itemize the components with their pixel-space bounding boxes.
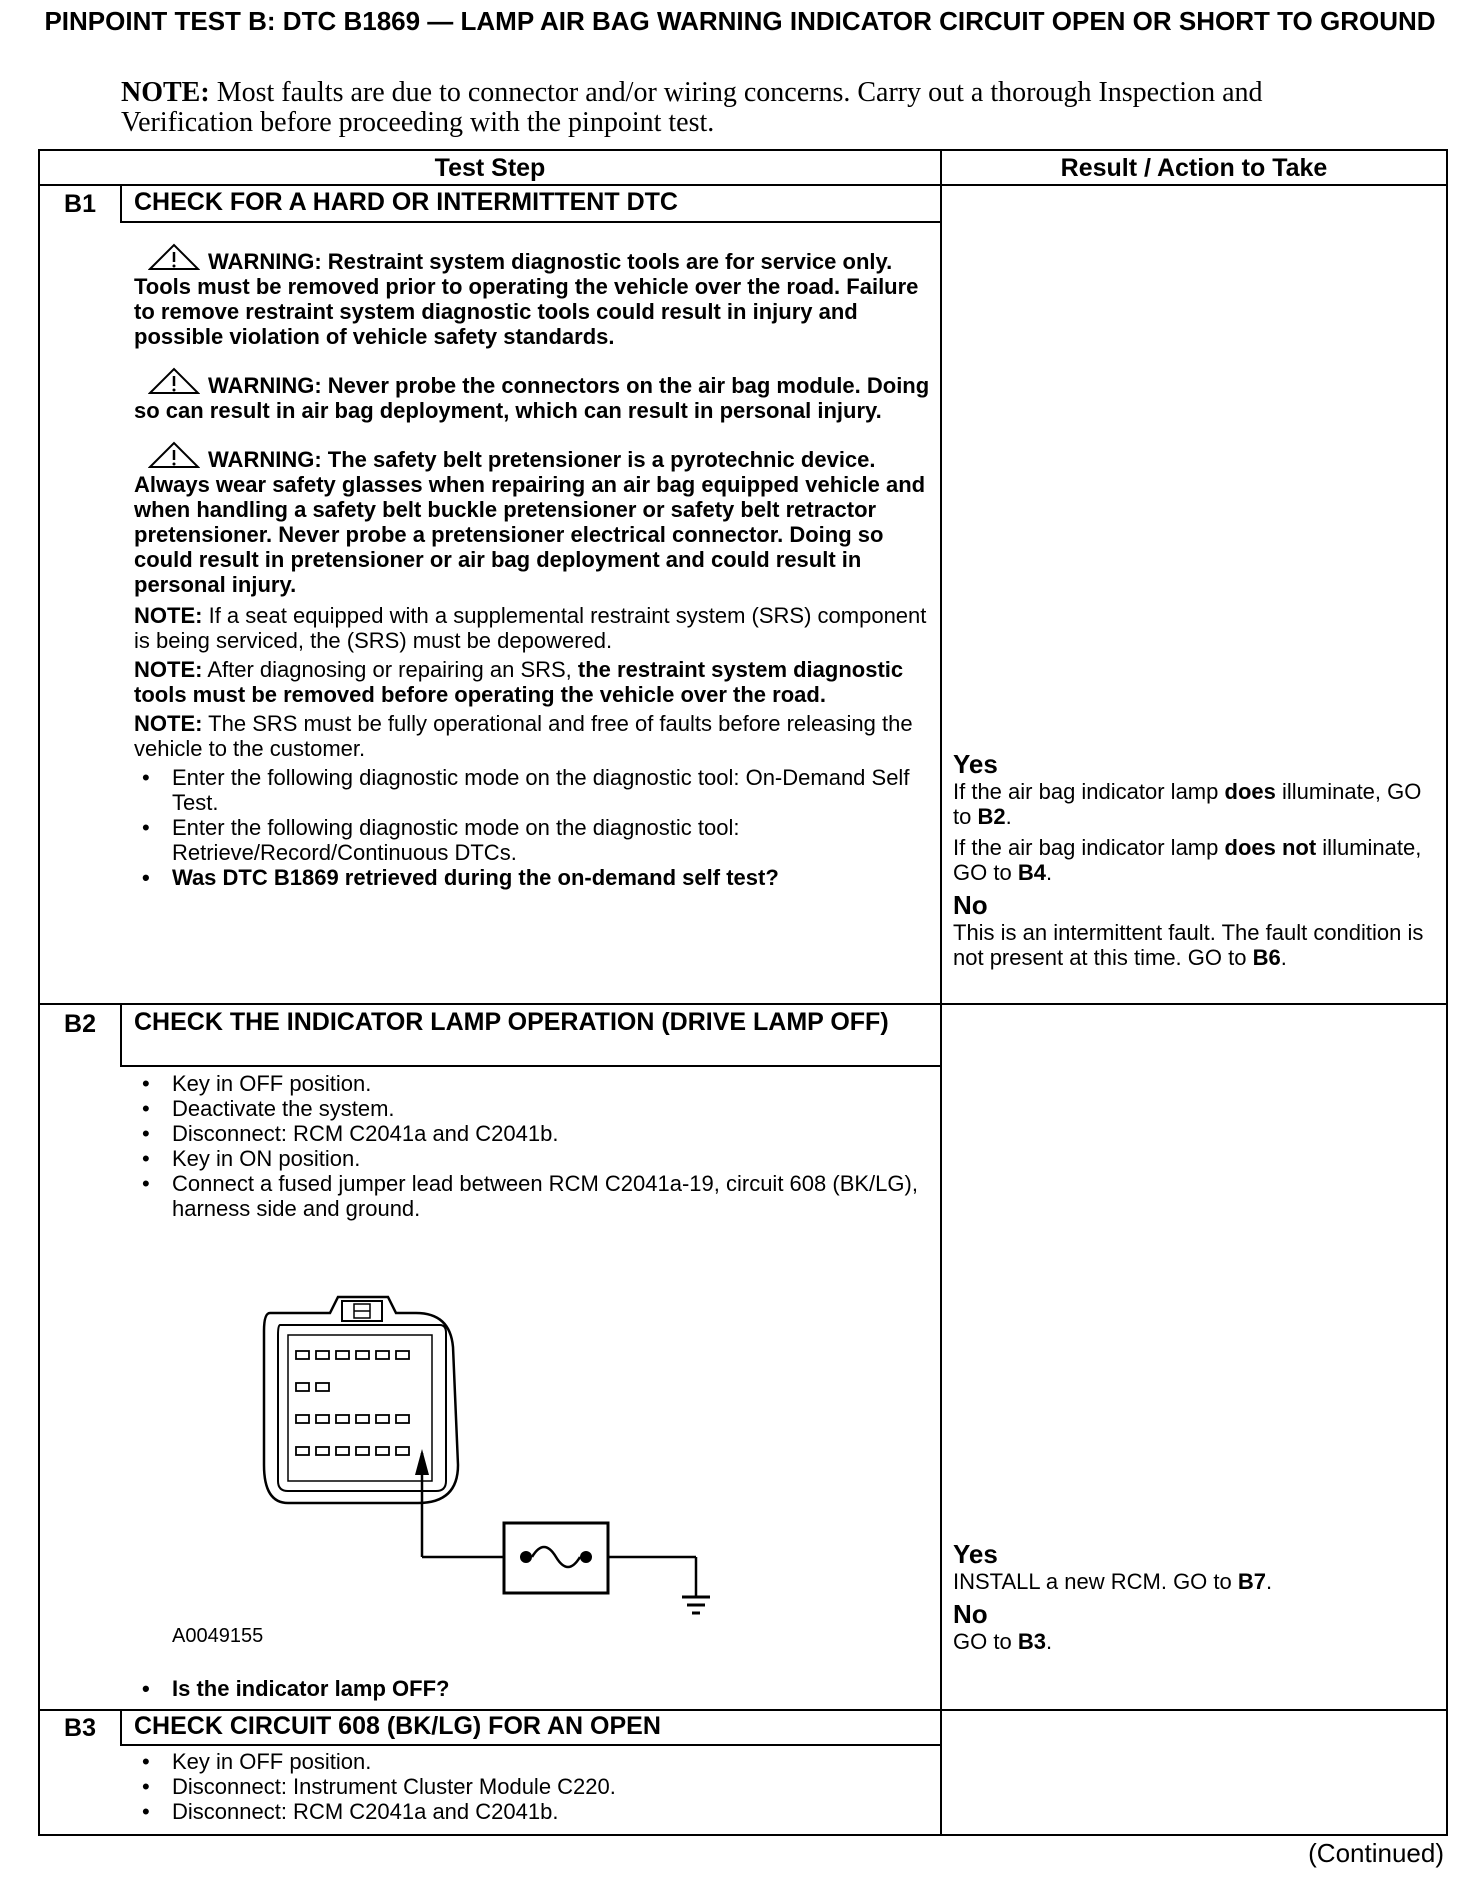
goto-link[interactable]: B7 [1237,1569,1266,1594]
result-yes-action-1: If the air bag indicator lamp does illuminate, GO to B2. [953,779,1422,829]
intro-note-label: NOTE: [121,77,210,108]
goto-link[interactable]: B2 [977,804,1006,829]
jumper-wire [422,1453,696,1597]
note-2 [134,657,944,707]
step-question: • Is the indicator lamp OFF? [134,1676,944,1701]
warning-triangle-icon [148,367,200,395]
result-no-label: No [953,1599,988,1629]
note-label: NOTE: [134,711,203,736]
figure-id: A0049155 [172,1625,264,1647]
step-title-b3: CHECK CIRCUIT 608 (BK/LG) FOR AN OPEN [134,1712,661,1740]
step-id-b1: B1 [64,190,96,218]
step-bullet: • Connect a fused jumper lead between RCM C2041a-19, circuit 608 (BK/LG), harness side and ground. [134,1171,944,1221]
note-emphasis: the restraint system diagnostic tools must be removed before operating the vehicle over the road. [134,657,904,707]
result-b1 [953,750,1443,976]
step-bullet: • Enter the following diagnostic mode on the diagnostic tool: On-Demand Self Test. [134,765,944,815]
step-bullet: • Enter the following diagnostic mode on the diagnostic tool: Retrieve/Record/Continuous DTCs. [134,815,944,865]
step-id-b2: B2 [64,1010,96,1038]
step-question: • Was DTC B1869 retrieved during the on-demand self test? [134,865,944,890]
result-yes-label: Yes [953,749,998,779]
step-bullet: • Deactivate the system. [134,1096,944,1121]
step-bullet: • Disconnect: RCM C2041a and C2041b. [134,1799,944,1824]
note-text: If a seat equipped with a supplemental restraint system (SRS) component is being serviced, the (SRS) must be depowered. [134,603,927,653]
warning-text-1: WARNING: Restraint system diagnostic tools are for service only. Tools must be removed prior to operating the vehicle over the road. Failure to remove restraint system diagnostic tools could result in injury and possible violation of vehicle safety standards. [134,249,919,349]
page-title: PINPOINT TEST B: DTC B1869 — LAMP AIR BAG WARNING INDICATOR CIRCUIT OPEN OR SHORT TO GROUND [44,6,1436,36]
column-header-test-step: Test Step [434,154,546,182]
column-header-result: Result / Action to Take [1060,154,1328,182]
warning-block-2 [134,367,944,423]
connector-diagram [250,1285,710,1625]
step-bullet: • Disconnect: Instrument Cluster Module C220. [134,1774,944,1799]
note-text: The SRS must be fully operational and free of faults before releasing the vehicle to the customer. [134,711,913,761]
step-title-b2: CHECK THE INDICATOR LAMP OPERATION (DRIVE LAMP OFF) [134,1008,889,1036]
note-label: NOTE: [134,657,203,682]
goto-link[interactable]: B3 [1017,1629,1046,1654]
step-bullet: • Key in OFF position. [134,1071,944,1096]
warning-text-3: WARNING: The safety belt pretensioner is a pyrotechnic device. Always wear safety glasses when repairing an air bag equipped vehicle and when handling a safety belt buckle pretensioner or safety belt retractor pretensioner. Never probe a pretensioner electrical connector. Doing so could result in pretensioner or air bag deployment and could result in personal injury. [134,447,926,597]
warning-block-1 [134,243,944,349]
ground-symbol-icon [682,1597,710,1613]
result-b2 [953,1540,1443,1660]
probe-arrow-icon [415,1449,429,1475]
note-label: NOTE: [134,603,203,628]
continued-label: (Continued) [1308,1838,1444,1868]
step-question-b2-wrap [134,1676,944,1701]
warning-triangle-icon [148,243,200,271]
note-text: After diagnosing or repairing an SRS, [207,657,572,682]
step-bullet: • Disconnect: RCM C2041a and C2041b. [134,1121,944,1146]
step-bullet: • Key in ON position. [134,1146,944,1171]
result-no-action: This is an intermittent fault. The fault condition is not present at this time. GO to B6. [953,920,1424,970]
step-title-b1: CHECK FOR A HARD OR INTERMITTENT DTC [134,188,678,216]
warning-text-2: WARNING: Never probe the connectors on the air bag module. Doing so can result in air bag deployment, which can result in personal injury. [134,373,930,423]
result-no-action: GO to B3. [953,1629,1053,1654]
result-no-label: No [953,890,988,920]
warning-block-3 [134,441,944,597]
step-body-b1 [134,243,944,890]
step-body-b2 [134,1071,944,1221]
step-body-b3 [134,1749,944,1824]
note-1 [134,603,944,653]
warning-triangle-icon [148,441,200,469]
connector-pins [296,1351,409,1455]
result-yes-action: INSTALL a new RCM. GO to B7. [953,1569,1273,1594]
result-yes-action-2: If the air bag indicator lamp does not illuminate, GO to B4. [953,835,1422,885]
step-id-b3: B3 [64,1714,96,1742]
fuse-icon [504,1523,608,1593]
goto-link[interactable]: B4 [1017,860,1046,885]
intro-note [121,78,1271,138]
intro-note-text: Most faults are due to connector and/or wiring concerns. Carry out a thorough Inspection and Verification before proceeding with the pinpoint test. [121,77,1263,138]
step-bullet: • Key in OFF position. [134,1749,944,1774]
note-3 [134,711,944,761]
result-yes-label: Yes [953,1539,998,1569]
goto-link[interactable]: B6 [1252,945,1281,970]
